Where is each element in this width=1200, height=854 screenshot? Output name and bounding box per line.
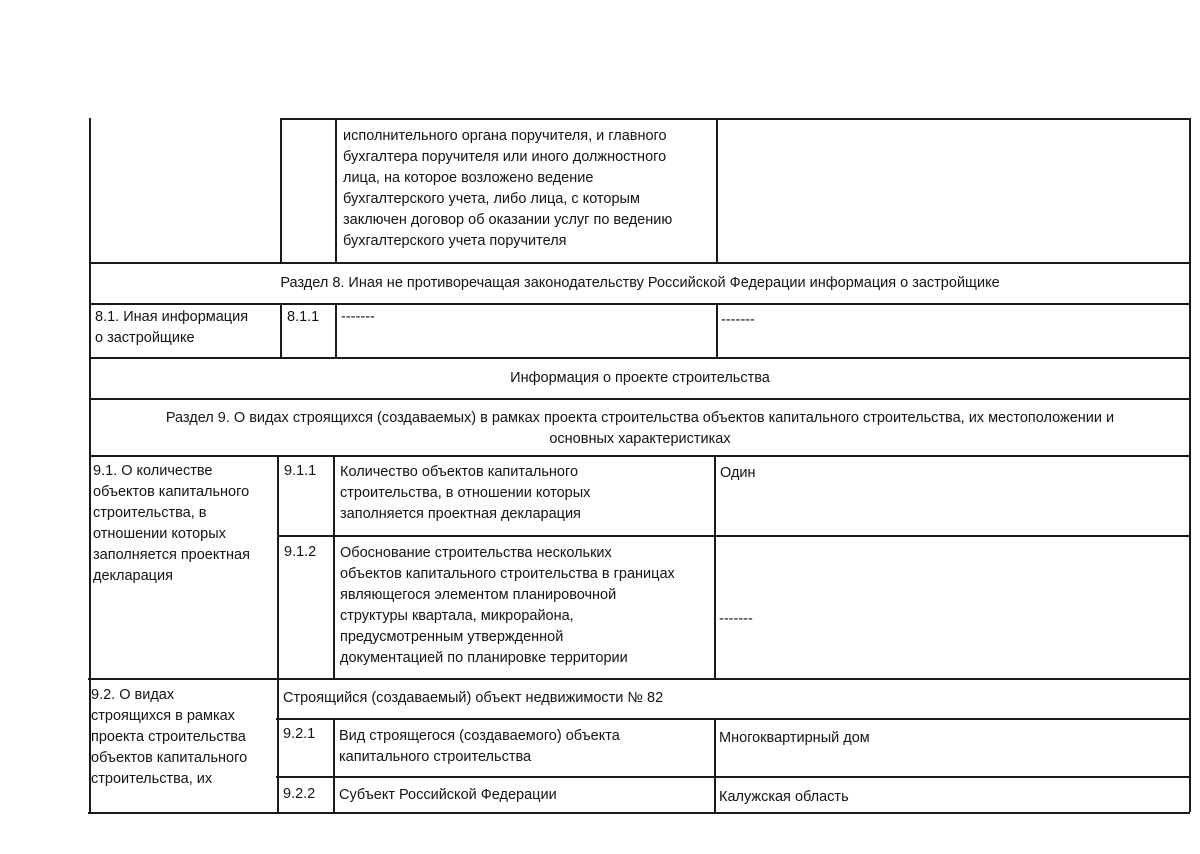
rule-col1-a (280, 118, 282, 262)
rule-object-header-bottom (276, 718, 1190, 720)
row-9-2-label: 9.2. О видах строящихся в рамках проекта строительства объектов капитального строительства, их (91, 687, 248, 787)
row-8-1-1-description: ------- (341, 309, 375, 325)
rule-col2-a (335, 118, 337, 262)
rule-col2-b (335, 303, 337, 357)
row-9-2-2-code: 9.2.2 (283, 786, 316, 802)
rule-section8-top (90, 262, 1190, 264)
row-8-1-label: 8.1. Иная информация о застройщике (95, 309, 249, 346)
rule-col3-c (714, 455, 716, 678)
rule-right-edge (1189, 118, 1191, 812)
rule-section8-bottom (90, 303, 1190, 305)
row-9-1-2-value: ------- (719, 611, 753, 627)
rule-921-bottom (276, 776, 1190, 778)
rule-811-bottom (90, 357, 1190, 359)
rule-911-bottom (278, 535, 1190, 537)
row-9-1-2-description: Обоснование строительства нескольких объектов капитального строительства в границах являющегося элементом планировочной структуры квартала, микрорайона, предусмотренным утвержденной документацией по планировке территории (340, 545, 675, 666)
rule-bottom (88, 812, 1190, 814)
row-9-1-2-code: 9.1.2 (284, 544, 317, 560)
rule-col1-b (280, 303, 282, 357)
rule-col1-c (277, 455, 279, 812)
rule-col3-d (714, 718, 716, 812)
rule-col2-d (333, 718, 335, 812)
section-8-title: Раздел 8. Иная не противоречащая законодательству Российской Федерации информация о застройщике (280, 275, 1000, 291)
rule-projectinfo-bottom (90, 398, 1190, 400)
continuation-description: исполнительного органа поручителя, и главного бухгалтера поручителя или иного должностного лица, на которое возложено ведение бухгалтерского учета, либо лица, с которым заключен договор об оказании услуг по ведению бухгалтерского учета поручителя (343, 128, 673, 249)
row-9-2-2-description: Субъект Российской Федерации (339, 787, 557, 803)
row-9-2-2-value: Калужская область (719, 789, 849, 805)
rule-col3-a (716, 118, 718, 262)
rule-section9-bottom (90, 455, 1190, 457)
rule-top (280, 118, 1190, 120)
rule-col2-c (333, 455, 335, 678)
row-9-2-1-value: Многоквартирный дом (719, 730, 870, 746)
row-9-2-1-code: 9.2.1 (283, 726, 316, 742)
row-9-1-1-value: Один (720, 465, 756, 481)
section-9-title: Раздел 9. О видах строящихся (создаваемых) в рамках проекта строительства объектов капитального строительства, их местоположении и основных характеристиках (165, 410, 1115, 447)
row-9-1-1-description: Количество объектов капитального строительства, в отношении которых заполняется проектная декларация (340, 464, 591, 522)
object-header: Строящийся (создаваемый) объект недвижимости № 82 (283, 690, 664, 706)
row-9-2-1-description: Вид строящегося (создаваемого) объекта капитального строительства (339, 728, 620, 765)
row-9-1-label: 9.1. О количестве объектов капитального строительства, в отношении которых заполняется проектная декларация (93, 463, 250, 584)
row-8-1-1-code: 8.1.1 (287, 309, 320, 325)
row-9-1-1-code: 9.1.1 (284, 463, 317, 479)
project-info-title: Информация о проекте строительства (510, 370, 770, 386)
rule-col3-b (716, 303, 718, 357)
rule-912-bottom (88, 678, 1190, 680)
row-8-1-1-value: ------- (721, 312, 755, 328)
